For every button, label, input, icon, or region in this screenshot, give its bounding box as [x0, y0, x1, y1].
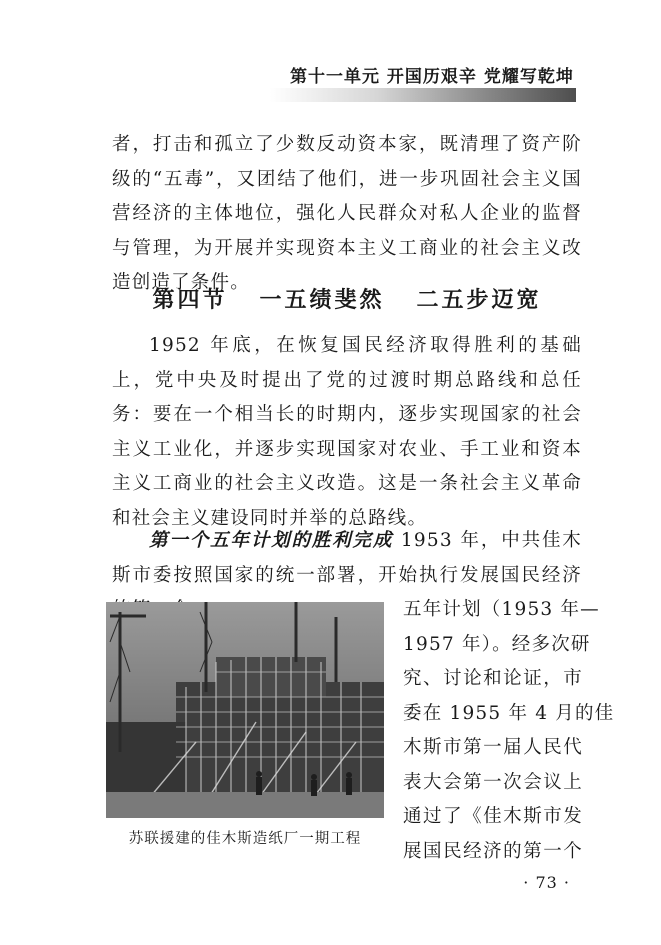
side-line: 木斯市第一届人民代	[403, 737, 583, 758]
side-line: 展国民经济的第一个	[403, 840, 583, 862]
photo-caption: 苏联援建的佳木斯造纸厂一期工程	[128, 831, 362, 847]
paragraph-1952: 1952 年底，在恢复国民经济取得胜利的基础上，党中央及时提出了党的过渡时期总路线和总任务：要在一个相当长的时期内，逐步实现国家的社会主义工业化，并逐步实现国家对农业、手工业和资本主义工商业的社会主义改造。这是一条社会主义革命和社会主义建设同时并举的总路线。	[112, 335, 582, 529]
side-line: 究、讨论和论证，市	[403, 668, 583, 689]
plan-lead: 第一个五年计划的胜利完成	[149, 530, 394, 551]
page-number: · 73 ·	[523, 873, 570, 892]
intro-paragraph: 者，打击和孤立了少数反动资本家，既清理了资产阶级的“五毒”，又团结了他们，进一步巩固社会主义国营经济的主体地位，强化人民群众对私人企业的监督与管理，为开展并实现资本主义工商业的社会主义改造创造了条件。	[112, 134, 582, 293]
side-line: 1957 年）。经多次研	[403, 633, 591, 655]
plan-text: 1953 年，中共佳木斯市委按照国家的统一部署，开始执行发展国民经济	[112, 530, 582, 586]
running-header: 第十一单元 开国历艰辛 党耀写乾坤	[290, 67, 574, 87]
photo-side-text	[403, 593, 615, 869]
side-line: 五年计划（1953 年—	[403, 599, 600, 620]
side-line: 通过了《佳木斯市发	[403, 806, 583, 827]
side-line: 委在 1955 年 4 月的佳	[403, 702, 615, 724]
header-gradient-bar	[270, 88, 576, 102]
side-line: 表大会第一次会议上	[403, 771, 583, 793]
construction-photo-image	[106, 602, 384, 818]
section-title: 第四节 一五绩斐然 二五步迈宽	[152, 288, 542, 313]
construction-photo	[106, 602, 384, 818]
